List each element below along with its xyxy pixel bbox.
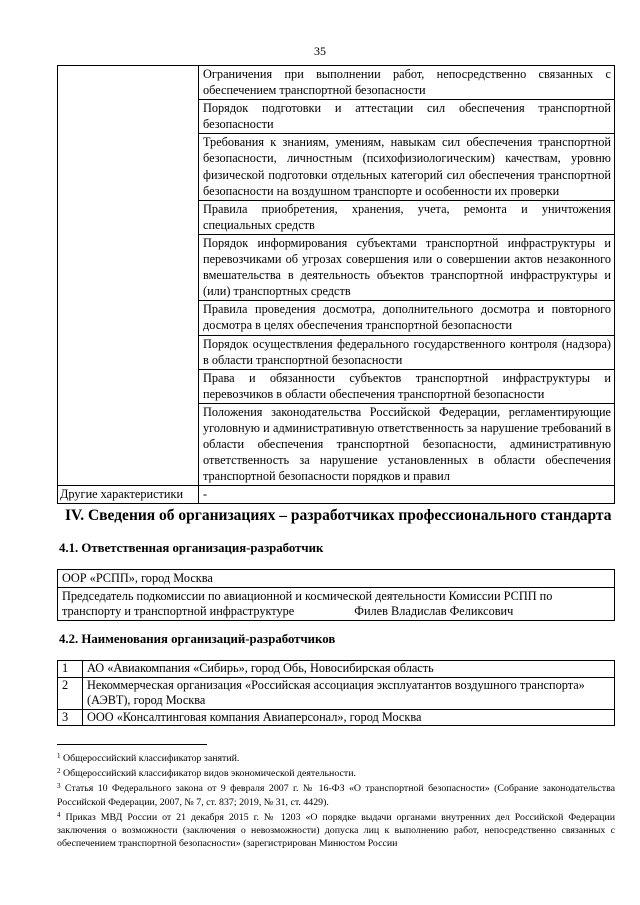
page-number: 35: [314, 44, 326, 58]
responsible-org-table: [57, 569, 615, 621]
row-number: 3: [58, 709, 83, 726]
footnote-text: Общероссийский классификатор видов экономической деятельности.: [62, 768, 356, 780]
position-text: Председатель подкомиссии по авиационной и космической деятельности Комиссии РСПП по транспорту и транспортной инфраструктуре: [62, 589, 553, 618]
requirement-cell: Права и обязанности субъектов транспортной инфраструктуры и перевозчиков в области обеспечения транспортной безопасности: [199, 369, 615, 403]
requirement-cell: Порядок осуществления федерального государственного контроля (надзора) в области транспортной безопасности: [199, 335, 615, 369]
footnote: [57, 780, 615, 808]
table-row: [58, 677, 615, 709]
footnote-mark: 3: [57, 782, 61, 791]
responsible-org-title: 4.1. Ответственная организация-разработчик: [59, 541, 324, 555]
person-name: Филев Владислав Феликсович: [354, 604, 514, 618]
requirement-cell: Правила проведения досмотра, дополнительного досмотра и повторного досмотра в целях обеспечения транспортной безопасности: [199, 301, 615, 335]
footnote: [57, 765, 615, 780]
other-characteristics-label: Другие характеристики: [58, 486, 199, 504]
table-row: [58, 570, 615, 588]
requirement-cell: Требования к знаниям, умениям, навыкам сил обеспечения транспортной безопасности, личностным (психофизиологическим) качествам, уровню физической подготовки отдельных категорий сил обеспечения транспортной безопасности на воздушном транспорте и особенности их проверки: [199, 134, 615, 200]
developer-name: Некоммерческая организация «Российская ассоциация эксплуатантов воздушного транспорта» (АЭВТ), город Москва: [83, 677, 615, 709]
requirement-cell: Ограничения при выполнении работ, непосредственно связанных с обеспечением транспортной безопасности: [199, 66, 615, 100]
developers-title: 4.2. Наименования организаций-разработчиков: [59, 632, 336, 646]
table-row: [58, 661, 615, 678]
footnote-text: Статья 10 Федерального закона от 9 февраля 2007 г. № 16-ФЗ «О транспортной безопасности» (Собрание законодательства Российской Федерации, 2007, № 7, ст. 837; 2019, № 31, ст. 4429).: [57, 783, 616, 808]
footnotes: [57, 750, 615, 850]
footnote: [57, 750, 615, 765]
table-row: [58, 709, 615, 726]
row-number: 2: [58, 677, 83, 709]
table-row: [58, 588, 615, 621]
footnote-mark: 4: [57, 810, 61, 819]
footnote-mark: 1: [57, 752, 61, 760]
developer-name: ООО «Консалтинговая компания Авиаперсонал», город Москва: [83, 709, 615, 726]
footnote-mark: 2: [57, 767, 61, 776]
section-title: IV. Сведения об организациях – разработчиках профессионального стандарта: [65, 507, 612, 524]
responsible-org-name: ООР «РСПП», город Москва: [58, 570, 615, 588]
left-column-cell: [58, 66, 199, 486]
requirement-cell: Порядок подготовки и аттестации сил обеспечения транспортной безопасности: [199, 100, 615, 134]
table-row: [58, 486, 615, 504]
row-number: 1: [58, 661, 83, 678]
footnote-divider: [57, 744, 207, 745]
footnote: [57, 809, 615, 851]
requirement-cell: Положения законодательства Российской Федерации, регламентирующие уголовную и административную ответственность за нарушение требований в области обеспечения транспортной безопасности, административную ответственность за нарушение установленных в области обеспечения транспортной безопасности порядков и правил: [199, 403, 615, 485]
requirement-cell: Порядок информирования субъектами транспортной инфраструктуры и перевозчиками об угрозах совершения или о совершении актов незаконного вмешательства в деятельность объектов транспортной инфраструктуры и (или) транспортных средств: [199, 234, 615, 300]
footnote-text: Общероссийский классификатор занятий.: [62, 753, 240, 764]
responsible-person-cell: [58, 588, 615, 621]
requirements-table: [57, 65, 615, 504]
footnote-text: Приказ МВД России от 21 декабря 2015 г. № 1203 «О порядке выдачи органами внутренних дел Российской Федерации заключения о возможности (заключения о невозможности) допуска лиц к выполнению работ, непосредственно связанных с обеспечением транспортной безопасности» (зарегистрирован Минюстом России: [57, 811, 615, 850]
requirement-cell: Правила приобретения, хранения, учета, ремонта и уничтожения специальных средств: [199, 200, 615, 234]
other-characteristics-value: -: [199, 486, 615, 504]
developer-name: АО «Авиакомпания «Сибирь», город Обь, Новосибирская область: [83, 661, 615, 678]
developers-table: [57, 660, 615, 726]
table-row: [58, 66, 615, 100]
